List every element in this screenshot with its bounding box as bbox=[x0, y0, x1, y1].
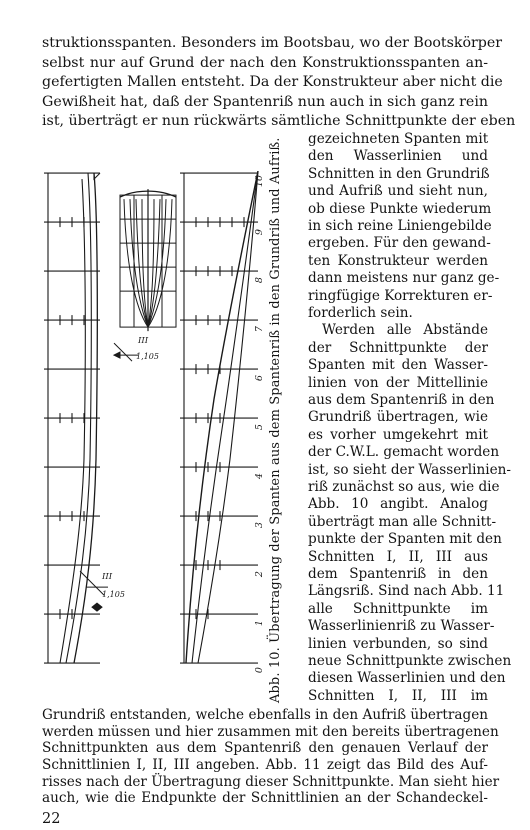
text-line: und Aufriß und sieht nun, bbox=[308, 183, 488, 200]
text-line: diesen Wasserlinien und den bbox=[308, 670, 506, 687]
text-line: struktionsspanten. Besonders im Bootsbau, wo der Bootskörper bbox=[42, 35, 503, 51]
text-line: ob diese Punkte wiederum bbox=[308, 200, 492, 217]
text-line: aus dem Spantenriß in den bbox=[308, 392, 495, 408]
text-line: linien von der Mittellinie bbox=[308, 374, 488, 391]
text-line: es vorher umgekehrt mit bbox=[308, 426, 488, 443]
station-number: 10 bbox=[254, 175, 265, 188]
text-line: riß zunächst so aus, wie die bbox=[308, 479, 500, 495]
text-line: der C.W.L. gemacht worden bbox=[308, 444, 500, 461]
station-grid bbox=[48, 171, 258, 663]
text-line: Grundriß entstanden, welche ebenfalls in den Aufriß übertragen bbox=[42, 707, 488, 724]
text-line: dann meistens nur ganz ge- bbox=[308, 270, 500, 287]
text-line: Schnitten in den Grundriß bbox=[308, 165, 490, 182]
text-line: der Schnittpunkte der bbox=[308, 339, 488, 356]
text-line: ist, überträgt er nun rückwärts sämtliche Schnittpunkte der eben bbox=[42, 113, 516, 129]
text-line: Gewißheit hat, daß der Spantenriß nun auch in sich ganz rein bbox=[42, 93, 488, 110]
text-line: Schnitten I, II, III im bbox=[308, 687, 488, 704]
text-line: ringfügige Korrekturen er- bbox=[308, 287, 493, 304]
station-number: 7 bbox=[254, 326, 265, 333]
ship-lines-figure bbox=[36, 135, 268, 703]
text-line: werden müssen und hier zusammen mit den bereits übertragenen bbox=[42, 723, 499, 740]
text-line: forderlich sein. bbox=[308, 305, 413, 321]
station-number: 1 bbox=[254, 620, 265, 627]
text-line: Grundriß übertragen, wie bbox=[308, 409, 488, 426]
label-lower-section: III bbox=[102, 572, 113, 583]
text-line: Schnitten I, II, III aus bbox=[308, 548, 488, 565]
label-lower-dim: 1,105 bbox=[102, 590, 125, 600]
text-line: Werden alle Abstände bbox=[322, 322, 488, 339]
text-line: in sich reine Liniengebilde bbox=[308, 218, 492, 234]
text-line: gezeichneten Spanten mit bbox=[308, 131, 489, 147]
text-line: gefertigten Mallen entsteht. Da der Konstrukteur aber nicht die bbox=[42, 74, 503, 90]
text-line: auch, wie die Endpunkte der Schnittlinien an der Schandeckel- bbox=[42, 790, 488, 807]
figure-caption: Abb. 10. Übertragung der Spanten aus dem Spantenriß in den Grundriß und Aufriß. bbox=[268, 137, 283, 704]
station-numbers bbox=[254, 175, 265, 673]
body-plan bbox=[120, 189, 176, 331]
station-number: 4 bbox=[254, 473, 265, 480]
label-upper-section: III bbox=[138, 336, 149, 347]
text-line: Längsriß. Sind nach Abb. 11 bbox=[308, 583, 505, 600]
text-line: ergeben. Für den gewand- bbox=[308, 235, 491, 252]
text-line: alle Schnittpunkte im bbox=[308, 600, 488, 617]
text-line: überträgt man alle Schnitt- bbox=[308, 513, 497, 530]
station-number: 8 bbox=[254, 277, 265, 284]
station-number: 5 bbox=[254, 424, 265, 431]
text-line: neue Schnittpunkte zwischen bbox=[308, 653, 512, 669]
text-line: den Wasserlinien und bbox=[308, 148, 488, 165]
station-lines bbox=[44, 173, 258, 663]
text-line: punkte der Spanten mit den bbox=[308, 531, 502, 548]
station-number: 2 bbox=[254, 571, 265, 578]
station-number: 3 bbox=[254, 522, 265, 529]
station-number: 9 bbox=[254, 229, 265, 236]
text-line: Abb. 10 angibt. Analog bbox=[308, 496, 488, 513]
text-line: Schnittpunkten aus dem Spantenriß den genauen Verlauf der bbox=[42, 740, 488, 757]
text-line: dem Spantenriß in den bbox=[308, 566, 488, 582]
text-line: linien verbunden, so sind bbox=[308, 635, 488, 652]
text-line: ten Konstrukteur werden bbox=[308, 252, 488, 269]
label-upper-dim: 1,105 bbox=[136, 352, 159, 362]
text-line: risses nach der Übertragung dieser Schnittpunkte. Man sieht hier bbox=[42, 773, 500, 790]
page-number: 22 bbox=[42, 810, 61, 827]
text-line: ist, so sieht der Wasserlinien- bbox=[308, 461, 511, 478]
text-line: selbst nur auf Grund der nach den Konstruktionsspanten an- bbox=[42, 54, 488, 71]
text-line: Spanten mit den Wasser- bbox=[308, 357, 488, 374]
station-number: 6 bbox=[254, 375, 265, 382]
text-line: Schnittlinien I, II, III angeben. Abb. 11 zeigt das Bild des Auf- bbox=[42, 757, 488, 773]
station-number: 0 bbox=[254, 667, 265, 674]
text-line: Wasserlinienriß zu Wasser- bbox=[308, 618, 495, 635]
